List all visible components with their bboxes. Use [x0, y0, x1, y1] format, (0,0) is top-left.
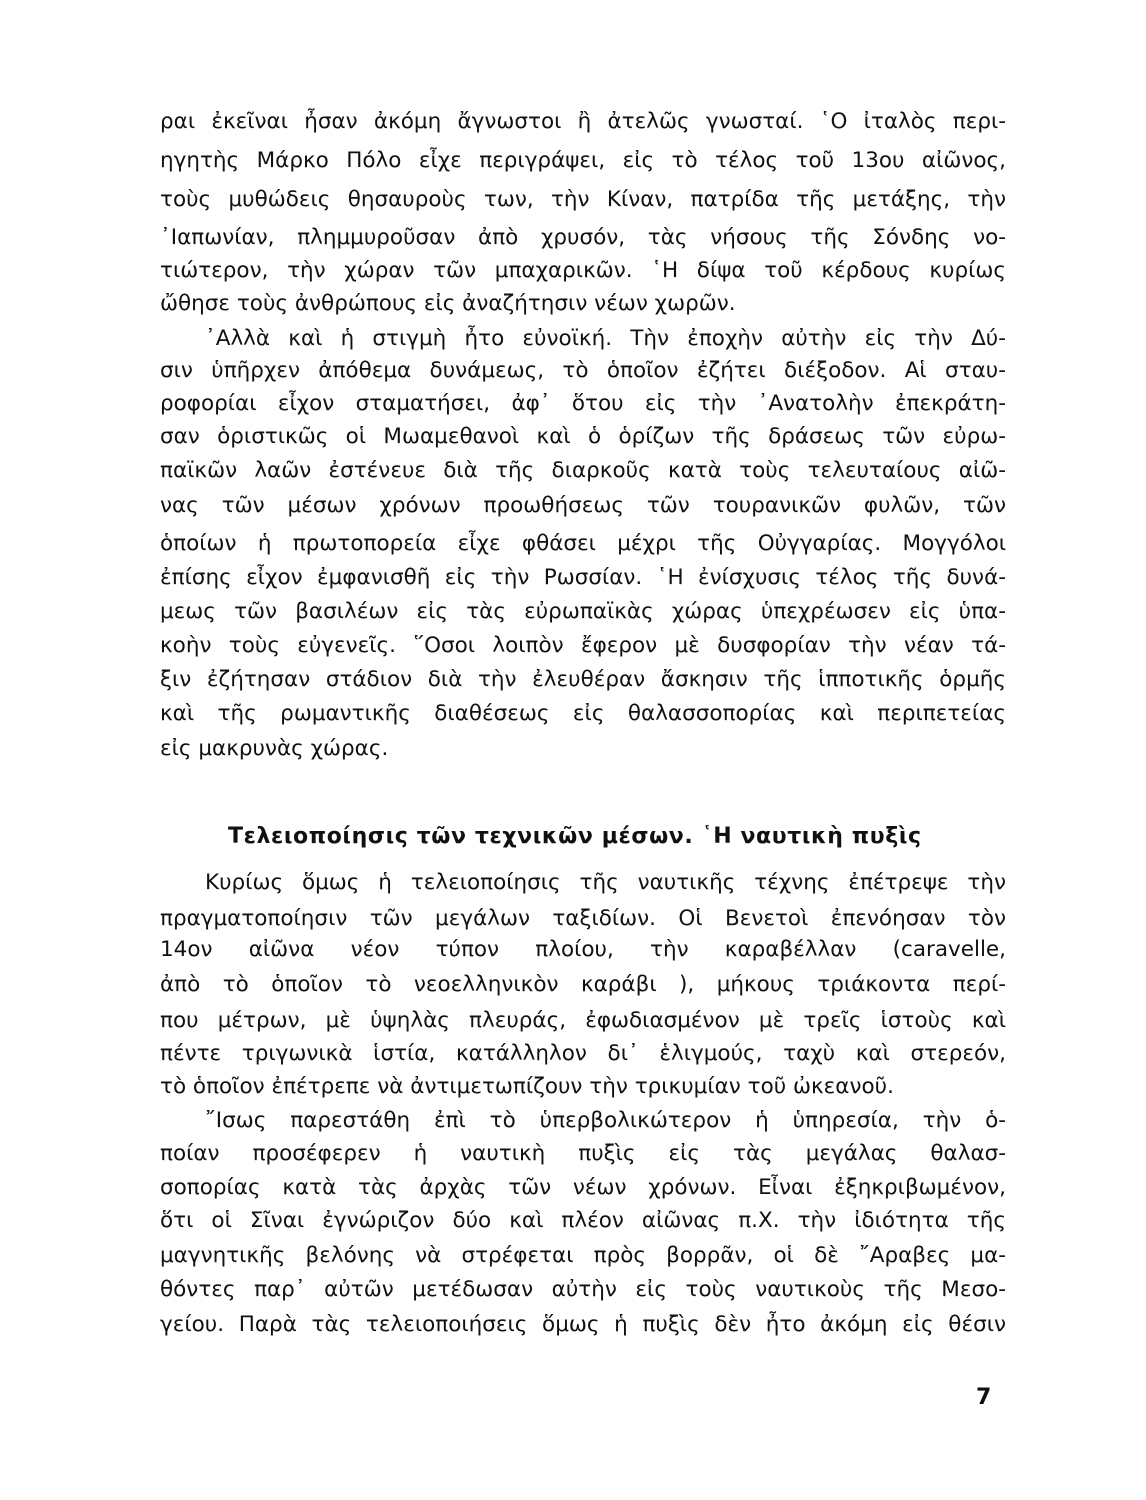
text-line: ᾿Ιαπωνίαν, πλημμυροῦσαν ἀπὸ χρυσόν, τὰς νήσους τῆς Σόνδης νο-: [160, 225, 1006, 250]
text-line: σαν ὁριστικῶς οἱ Μωαμεθανοὶ καὶ ὁ ὁρίζων τῆς δράσεως τῶν εὐρω-: [160, 424, 1006, 449]
text-line: εἰς μακρυνὰς χώρας.: [160, 736, 389, 761]
text-line: ῎Ισως παρεστάθη ἐπὶ τὸ ὑπερβολικώτερον ἡ ὑπηρεσία, τὴν ὁ-: [205, 1108, 1006, 1133]
text-line: ραι ἐκεῖναι ἦσαν ἀκόμη ἄγνωστοι ἢ ἀτελῶς γνωσταί. ῾Ο ἰταλὸς περι-: [160, 109, 1006, 134]
text-line: ξιν ἐζήτησαν στάδιον διὰ τὴν ἐλευθέραν ἄσκησιν τῆς ἱπποτικῆς ὁρμῆς: [160, 667, 1006, 692]
text-line: γείου. Παρὰ τὰς τελειοποιήσεις ὅμως ἡ πυξὶς δὲν ἦτο ἀκόμη εἰς θέσιν: [160, 1312, 1006, 1337]
text-line: 14ον αἰῶνα νέον τύπον πλοίου, τὴν καραβέλλαν (caravelle,: [160, 937, 1006, 962]
text-line: σιν ὑπῆρχεν ἀπόθεμα δυνάμεως, τὸ ὁποῖον ἐζήτει διέξοδον. Αἱ σταυ-: [160, 358, 1006, 383]
text-line: σοπορίας κατὰ τὰς ἀρχὰς τῶν νέων χρόνων. Εἶναι ἐξηκριβωμένον,: [160, 1175, 1006, 1200]
page-number: 7: [976, 1385, 992, 1410]
text-line: κοὴν τοὺς εὐγενεῖς. ῞Οσοι λοιπὸν ἔφερον μὲ δυσφορίαν τὴν νέαν τά-: [160, 633, 1006, 658]
text-line: ροφορίαι εἶχον σταματήσει, ἀφ᾿ ὅτου εἰς τὴν ᾿Ανατολὴν ἐπεκράτη-: [160, 391, 1006, 416]
text-line: καὶ τῆς ρωμαντικῆς διαθέσεως εἰς θαλασσοπορίας καὶ περιπετείας: [160, 701, 1006, 726]
text-line: μαγνητικῆς βελόνης νὰ στρέφεται πρὸς βορρᾶν, οἱ δὲ ῎Αραβες μα-: [160, 1243, 1006, 1268]
text-line: ἐπίσης εἶχον ἐμφανισθῆ εἰς τὴν Ρωσσίαν. ῾Η ἐνίσχυσις τέλος τῆς δυνά-: [160, 565, 1006, 590]
text-line: τοὺς μυθώδεις θησαυροὺς των, τὴν Κίναν, πατρίδα τῆς μετάξης, τὴν: [160, 187, 1006, 212]
text-line: τιώτερον, τὴν χώραν τῶν μπαχαρικῶν. ῾Η δίψα τοῦ κέρδους κυρίως: [160, 258, 1006, 283]
text-line: ἀπὸ τὸ ὁποῖον τὸ νεοελληνικὸν καράβι ), μήκους τριάκοντα περί-: [160, 972, 1006, 997]
text-line: πέντε τριγωνικὰ ἱστία, κατάλληλον δι᾿ ἑλιγμούς, ταχὺ καὶ στερεόν,: [160, 1041, 1006, 1066]
text-line: ὤθησε τοὺς ἀνθρώπους εἰς ἀναζήτησιν νέων χωρῶν.: [160, 291, 736, 316]
text-line: ποίαν προσέφερεν ἡ ναυτικὴ πυξὶς εἰς τὰς μεγάλας θαλασ-: [160, 1141, 1006, 1166]
text-line: που μέτρων, μὲ ὑψηλὰς πλευράς, ἐφωδιασμένον μὲ τρεῖς ἱστοὺς καὶ: [160, 1008, 1006, 1033]
text-line: πραγματοποίησιν τῶν μεγάλων ταξιδίων. Οἱ Βενετοὶ ἐπενόησαν τὸν: [160, 906, 1006, 931]
text-line: μεως τῶν βασιλέων εἰς τὰς εὐρωπαϊκὰς χώρας ὑπεχρέωσεν εἰς ὑπα-: [160, 599, 1006, 624]
text-line: ηγητὴς Μάρκο Πόλο εἶχε περιγράψει, εἰς τὸ τέλος τοῦ 13ου αἰῶνος,: [160, 148, 1006, 173]
text-line: νας τῶν μέσων χρόνων προωθήσεως τῶν τουρανικῶν φυλῶν, τῶν: [160, 493, 1006, 518]
text-line: ὁποίων ἡ πρωτοπορεία εἶχε φθάσει μέχρι τῆς Οὐγγαρίας. Μογγόλοι: [160, 531, 1006, 556]
text-line: ᾿Αλλὰ καὶ ἡ στιγμὴ ἦτο εὐνοϊκή. Τὴν ἐποχὴν αὐτὴν εἰς τὴν Δύ-: [205, 326, 1006, 351]
text-line: θόντες παρ᾿ αὐτῶν μετέδωσαν αὐτὴν εἰς τοὺς ναυτικοὺς τῆς Μεσο-: [160, 1277, 1006, 1302]
text-line: ὅτι οἱ Σῖναι ἐγνώριζον δύο καὶ πλέον αἰῶνας π.Χ. τὴν ἰδιότητα τῆς: [160, 1208, 1006, 1233]
text-line: παϊκῶν λαῶν ἐστένευε διὰ τῆς διαρκοῦς κατὰ τοὺς τελευταίους αἰῶ-: [160, 458, 1006, 483]
text-line: Κυρίως ὅμως ἡ τελειοποίησις τῆς ναυτικῆς τέχνης ἐπέτρεψε τὴν: [205, 870, 1006, 895]
section-heading: Τελειοποίησις τῶν τεχνικῶν μέσων. ῾Η ναυτικὴ πυξὶς: [228, 824, 922, 850]
text-line: τὸ ὁποῖον ἐπέτρεπε νὰ ἀντιμετωπίζουν τὴν τρικυμίαν τοῦ ὠκεανοῦ.: [160, 1074, 894, 1099]
